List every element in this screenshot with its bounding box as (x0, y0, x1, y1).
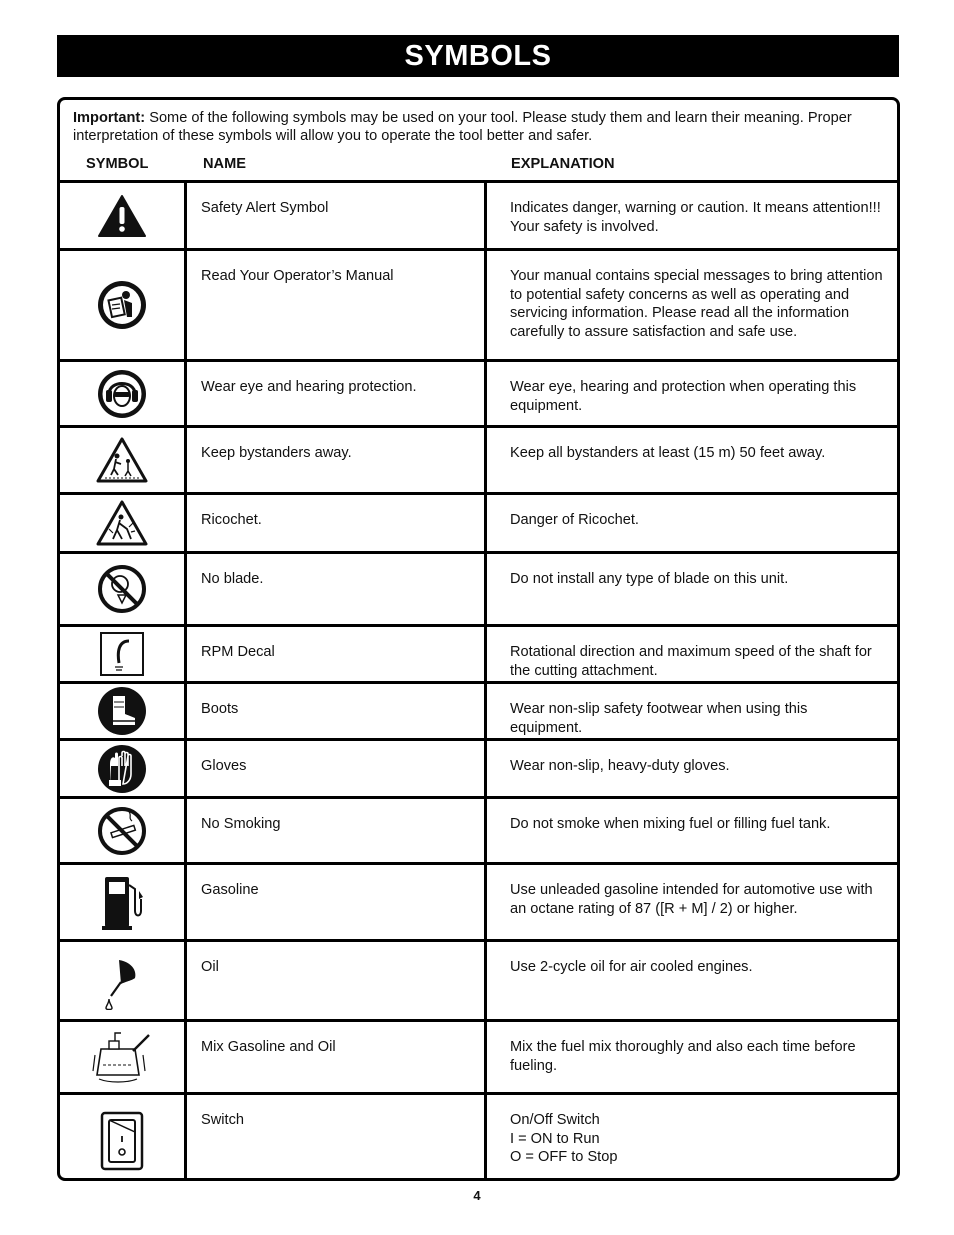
no-blade-icon (96, 563, 148, 615)
row-explanation: Indicates danger, warning or caution. It means attention!!! Your safety is involved. (510, 200, 881, 235)
row-name: Mix Gasoline and Oil (187, 1022, 487, 1092)
table-row (60, 554, 897, 627)
row-explanation: On/Off Switch I = ON to Run O = OFF to Stop (510, 1112, 618, 1165)
row-explanation: Mix the fuel mix thoroughly and also each time before fueling. (510, 1039, 856, 1074)
table-row (60, 428, 897, 495)
intro-paragraph (73, 109, 893, 145)
row-name: Keep bystanders away. (187, 428, 487, 492)
table-row (60, 865, 897, 942)
mix-fuel-can-icon (89, 1027, 155, 1087)
row-name: No blade. (187, 554, 487, 624)
bystanders-away-icon (95, 436, 149, 484)
table-row (60, 942, 897, 1022)
header-symbol: SYMBOL (86, 156, 149, 172)
row-name: Safety Alert Symbol (187, 183, 487, 248)
intro-text: Some of the following symbols may be used on your tool. Please study them and learn their meaning. Proper interpretation of these symbols will allow you to operate the tool better and safer. (73, 110, 852, 144)
table-row (60, 627, 897, 684)
table-row (60, 495, 897, 554)
row-name: Switch (187, 1095, 487, 1181)
boots-icon (97, 686, 147, 736)
intro-lead: Important: (73, 110, 146, 126)
table-row (60, 1095, 897, 1181)
row-explanation: Keep all bystanders at least (15 m) 50 feet away. (510, 445, 826, 461)
oil-can-icon (97, 952, 147, 1010)
gloves-icon (97, 744, 147, 794)
rpm-decal-icon (99, 631, 145, 677)
row-name: Gloves (187, 741, 487, 796)
no-smoking-icon (96, 805, 148, 857)
row-name: Boots (187, 684, 487, 738)
symbols-table-frame (57, 97, 900, 1181)
table-row (60, 183, 897, 251)
switch-icon (99, 1110, 145, 1172)
header-name: NAME (203, 156, 246, 172)
row-explanation: Use unleaded gasoline intended for automotive use with an octane rating of 87 ([R + M] / 2) or higher. (510, 882, 873, 917)
row-name: No Smoking (187, 799, 487, 862)
row-explanation: Wear eye, hearing and protection when operating this equipment. (510, 379, 857, 414)
eye-hearing-protection-icon (96, 368, 148, 420)
table-row (60, 1022, 897, 1095)
row-explanation: Your manual contains special messages to bring attention to potential safety concerns as well as operating and servicing information. Please read all the information carefully to assure satisfaction and safe use. (510, 268, 883, 340)
table-row (60, 251, 897, 362)
row-name: Oil (187, 942, 487, 1019)
row-explanation: Do not smoke when mixing fuel or filling fuel tank. (510, 816, 831, 832)
table-row (60, 799, 897, 865)
row-name: RPM Decal (187, 627, 487, 681)
safety-alert-icon (97, 194, 147, 238)
symbols-grid (60, 180, 897, 1181)
table-row (60, 362, 897, 428)
header-explanation: EXPLANATION (511, 156, 615, 172)
row-explanation: Wear non-slip safety footwear when using this equipment. (510, 701, 808, 736)
gasoline-pump-icon (99, 871, 145, 933)
page-title: SYMBOLS (57, 35, 899, 77)
read-manual-icon (96, 279, 148, 331)
row-explanation: Danger of Ricochet. (510, 512, 639, 528)
row-explanation: Use 2-cycle oil for air cooled engines. (510, 959, 753, 975)
row-explanation: Do not install any type of blade on this unit. (510, 571, 789, 587)
row-name: Ricochet. (187, 495, 487, 551)
row-explanation: Rotational direction and maximum speed of the shaft for the cutting attachment. (510, 644, 872, 679)
row-name: Read Your Operator’s Manual (187, 251, 487, 359)
row-name: Gasoline (187, 865, 487, 939)
row-name: Wear eye and hearing protection. (187, 362, 487, 425)
table-row (60, 741, 897, 799)
page-number: 4 (473, 1188, 481, 1203)
row-explanation: Wear non-slip, heavy-duty gloves. (510, 758, 730, 774)
ricochet-icon (95, 499, 149, 547)
table-row (60, 684, 897, 741)
